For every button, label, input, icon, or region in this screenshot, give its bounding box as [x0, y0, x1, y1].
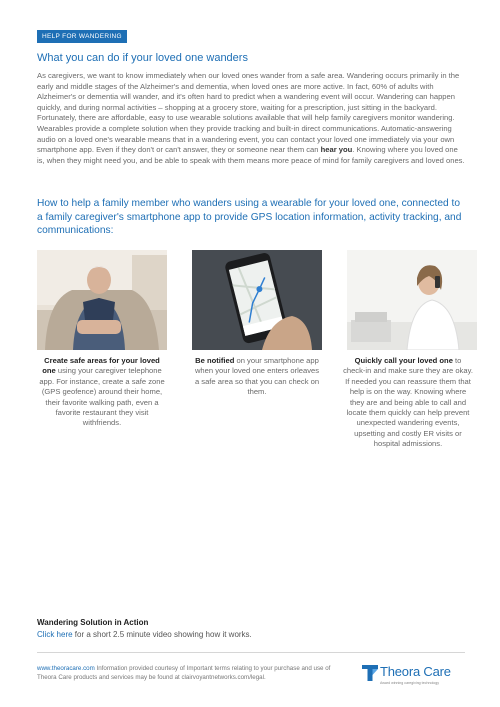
column-safe-areas [37, 356, 167, 429]
intro-text-1: As caregivers, we want to know immediately when our loved ones wander from a safe area. Wandering occurs primarily in the early and middle stages of the Alzheimer's and dementia, when loved ones are more active. In fact, 60% of adults with Alzheimer's or dementia will wander, and it's often hard to predict when a wandering event will occur. Wandering can happen quickly, and during normal activities – shopping at a grocery store, waiting for a prescription, just sitting in the backyard. Fortunately, there are affordable, easy to use wearable solutions available that will help family caregivers monitor wandering. Wearables provide a complete solution when they provide tracking and built-in direct communications. Automatic-answering audio on a loved one's wearable means that in a wandering event, you can contact your loved one immediately via your own smartphone app. Even if they don't or can't answer, they or someone near them can [37, 71, 460, 155]
column-1-bold: Create safe areas for your loved one [42, 356, 160, 376]
section-badge: HELP FOR WANDERING [37, 30, 127, 43]
footer-url-link[interactable]: www.theoracare.com [37, 665, 95, 672]
column-1-text: using your caregiver telephone app. For instance, create a safe zone (GPS geofence) around their home, their favorite walking path, even a favorite restaurant they visit withfriends. [39, 366, 165, 428]
action-title: Wandering Solution in Action [37, 618, 149, 627]
column-3-bold: Quickly call your loved one [354, 356, 453, 365]
intro-bold-text: hear you [320, 145, 353, 155]
footer-legal-text: Information provided courtesy of Important terms relating to your purchase and use of Theora Care products and services may be found at clairvoyantnetworks.com/legal. [37, 665, 331, 681]
footer-text [37, 665, 337, 682]
intro-text-2: . Knowing where you loved one is, when they might need you, and be able to speak with them means more peace of mind for family caregivers and loved ones. [37, 145, 465, 165]
smartphone-map-photo [192, 250, 322, 350]
action-rest-text: for a short 2.5 minute video showing how it works. [72, 630, 252, 639]
elderly-man-photo [37, 250, 167, 350]
theora-care-logo [362, 664, 472, 690]
column-call [343, 356, 473, 450]
column-notified [192, 356, 322, 398]
column-2-text: on your smartphone app when your loved one enters orleaves a safe area so that you can check on them. [194, 356, 320, 397]
woman-calling-photo [347, 250, 477, 350]
column-2-bold: Be notified [195, 356, 235, 365]
column-3-text: to check-in and make sure they are okay. If needed you can reassure them that help is on the way. Knowing where they are and being able to call and locate them quickly can help prevent unexpected wandering events, upsetting and costly ER visits or hospital admissions. [343, 356, 473, 449]
logo-name: Theora Care [380, 664, 451, 679]
section-subheading: How to help a family member who wanders using a wearable for your loved one, connected to a family caregiver's smartphone app to provide GPS location information, activity tracking, and communications: [37, 198, 462, 237]
footer-divider [37, 652, 465, 653]
logo-mark-icon [362, 665, 378, 681]
video-link[interactable]: Click here [37, 630, 73, 639]
logo-tagline: Award winning caregiving technology [380, 681, 440, 685]
page-title: What you can do if your loved one wanders [37, 52, 248, 64]
intro-paragraph [37, 71, 465, 166]
action-line [37, 630, 252, 639]
